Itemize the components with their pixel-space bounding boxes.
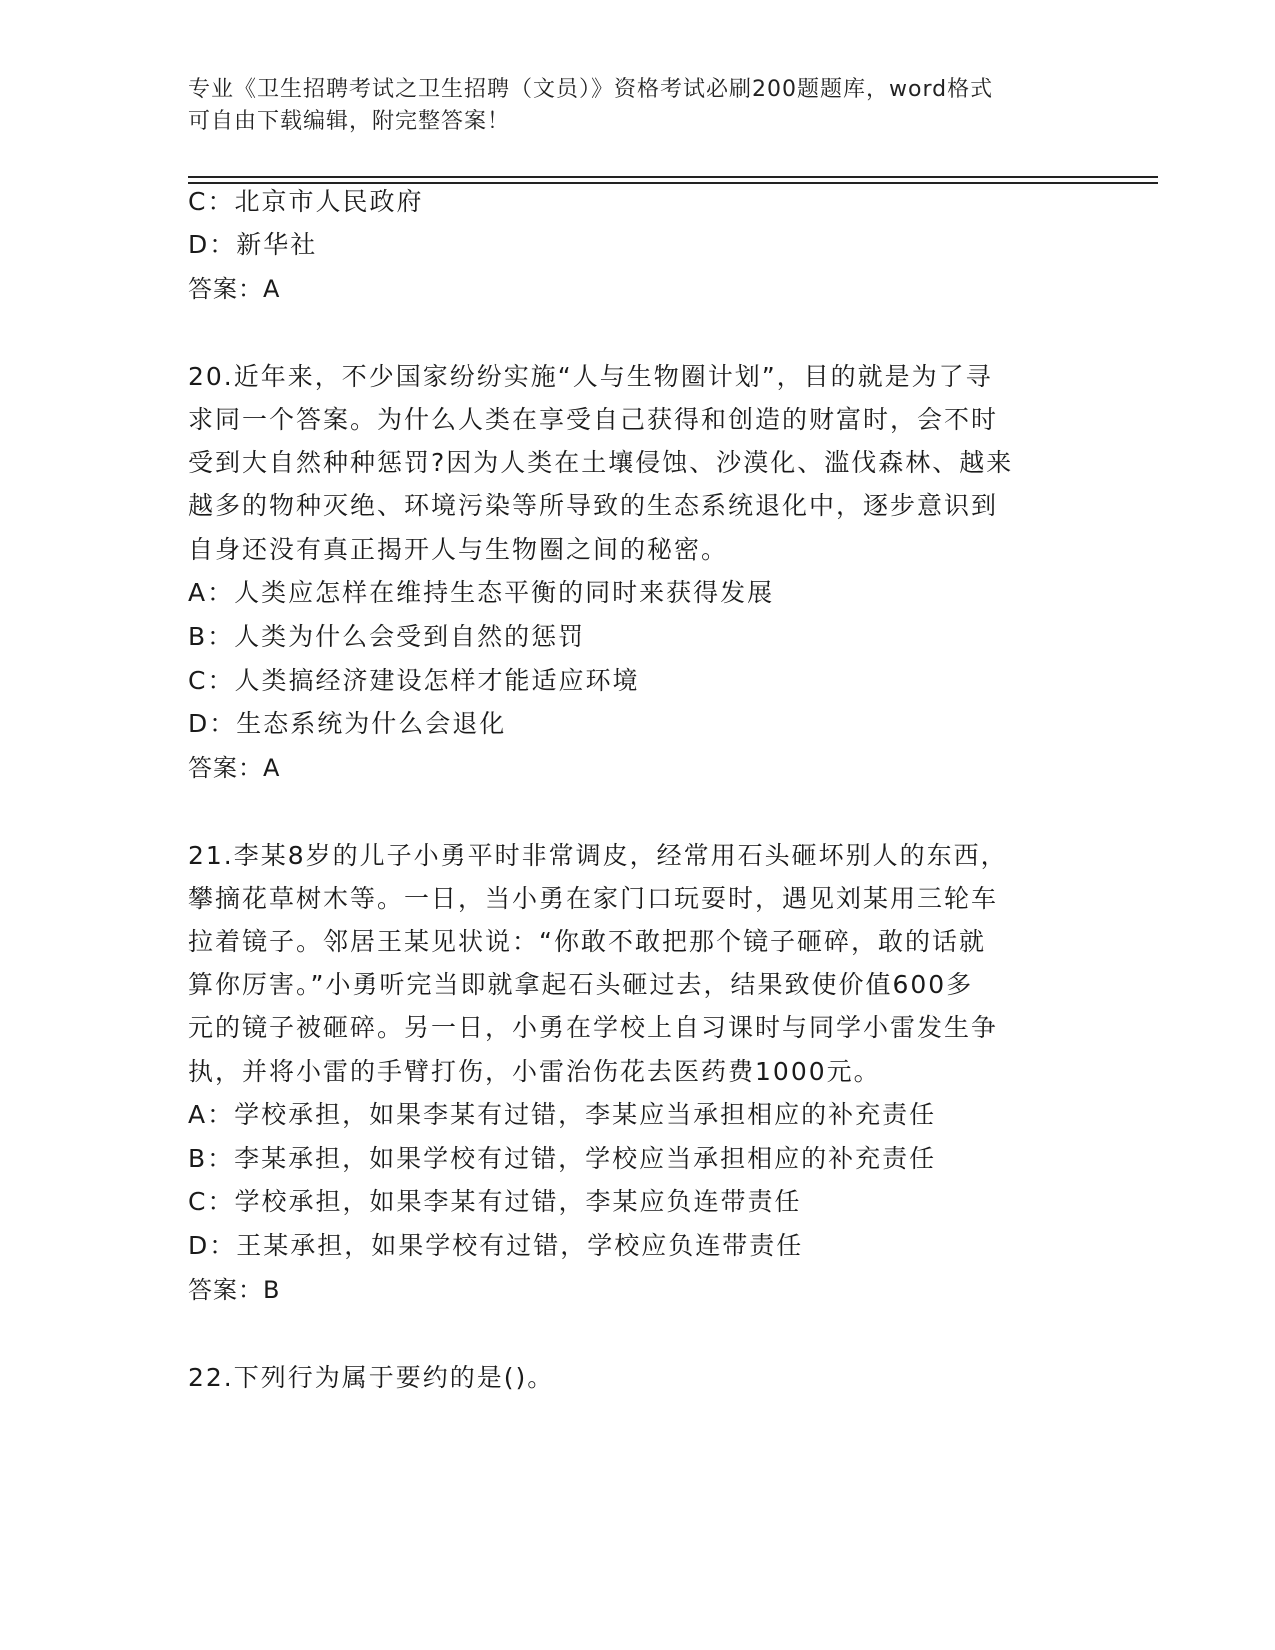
q21-stem-line: 攀摘花草树木等。一日，当小勇在家门口玩耍时，遇见刘某用三轮车 bbox=[188, 884, 999, 913]
q20-answer: 答案：A bbox=[188, 754, 281, 782]
q22-stem: 22.下列行为属于要约的是()。 bbox=[188, 1363, 555, 1392]
q20-stem-line: 自身还没有真正揭开人与生物圈之间的秘密。 bbox=[188, 535, 729, 564]
q21-answer: 答案：B bbox=[188, 1276, 281, 1304]
q20-stem-line: 越多的物种灭绝、环境污染等所导致的生态系统退化中，逐步意识到 bbox=[188, 491, 999, 520]
q21-stem-line: 执，并将小雷的手臂打伤，小雷治伤花去医药费1000元。 bbox=[188, 1057, 881, 1086]
q21-stem-line: 算你厉害。”小勇听完当即就拿起石头砸过去，结果致使价值600多 bbox=[188, 970, 974, 999]
q21-option-a: A：学校承担，如果李某有过错，李某应当承担相应的补充责任 bbox=[188, 1100, 937, 1129]
q19-answer: 答案：A bbox=[188, 275, 281, 303]
document-header bbox=[188, 74, 1068, 138]
q20-option-a: A：人类应怎样在维持生态平衡的同时来获得发展 bbox=[188, 578, 775, 607]
q21-stem-line: 拉着镜子。邻居王某见状说：“你敢不敢把那个镜子砸碎，敢的话就 bbox=[188, 927, 986, 956]
q21-stem-line: 元的镜子被砸碎。另一日，小勇在学校上自习课时与同学小雷发生争 bbox=[188, 1013, 999, 1042]
q20-option-b: B：人类为什么会受到自然的惩罚 bbox=[188, 622, 586, 651]
q20-stem-line: 受到大自然种种惩罚?因为人类在土壤侵蚀、沙漠化、滥伐森林、越来 bbox=[188, 448, 1014, 477]
header-divider-bottom bbox=[188, 182, 1158, 184]
q21-option-b: B：李某承担，如果学校有过错，学校应当承担相应的补充责任 bbox=[188, 1144, 937, 1173]
q21-option-d: D：王某承担，如果学校有过错，学校应负连带责任 bbox=[188, 1231, 804, 1260]
header-divider-top bbox=[188, 176, 1158, 178]
q20-option-c: C：人类搞经济建设怎样才能适应环境 bbox=[188, 666, 640, 695]
header-line-1: 专业《卫生招聘考试之卫生招聘（文员）》资格考试必刷200题题库，word格式 bbox=[188, 77, 994, 102]
q20-stem-line: 20.近年来，不少国家纷纷实施“人与生物圈计划”，目的就是为了寻 bbox=[188, 362, 993, 391]
header-line-2: 可自由下载编辑，附完整答案！ bbox=[188, 109, 511, 134]
q19-option-c: C：北京市人民政府 bbox=[188, 187, 424, 216]
q20-option-d: D：生态系统为什么会退化 bbox=[188, 709, 507, 738]
q21-stem-line: 21.李某8岁的儿子小勇平时非常调皮，经常用石头砸坏别人的东西， bbox=[188, 841, 1008, 870]
q19-option-d: D：新华社 bbox=[188, 230, 318, 259]
q21-option-c: C：学校承担，如果李某有过错，李某应负连带责任 bbox=[188, 1187, 802, 1216]
q20-stem-line: 求同一个答案。为什么人类在享受自己获得和创造的财富时，会不时 bbox=[188, 405, 999, 434]
